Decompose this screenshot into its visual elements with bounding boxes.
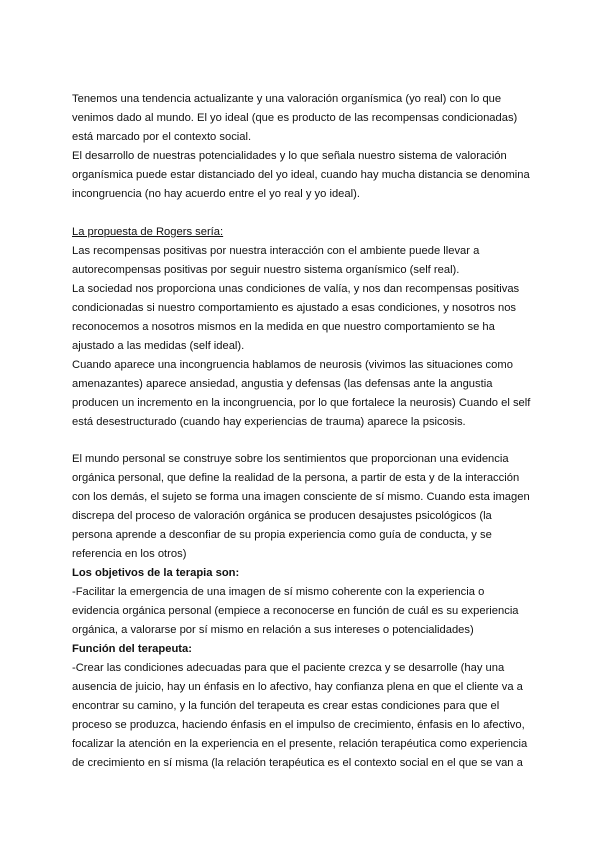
- paragraph-rogers-2: La sociedad nos proporciona unas condiciones de valía, y nos dan recompensas positivas condicionadas si nuestro comportamiento es ajustado a esas condiciones, y nosotros nos reconocemos a nosotros mismos en la medida en que nuestro comportamiento se ha ajustado a las medidas (self ideal).: [72, 282, 520, 352]
- paragraph-gap: [72, 204, 532, 223]
- paragraph-intro-1: Tenemos una tendencia actualizante y una valoración organísmica (yo real) con lo que venimos dado al mundo. El yo ideal (que es producto de las recompensas condicionadas) está marcado por el contexto social.: [72, 93, 518, 143]
- funcion-heading: Función del terapeuta:: [72, 643, 192, 655]
- paragraph-objetivos: -Facilitar la emergencia de una imagen de sí mismo coherente con la experiencia o evidencia orgánica personal (empiece a reconocerse en función de cuál es su experiencia orgánica, a valorarse por sí mismo en relación a sus intereses o potencialidades): [72, 586, 519, 636]
- rogers-heading: La propuesta de Rogers sería:: [72, 225, 224, 238]
- paragraph-mundo: El mundo personal se construye sobre los sentimientos que proporcionan una evidencia orgánica personal, que define la realidad de la persona, a partir de esta y de la interacción con los demás, el sujeto se forma una imagen consciente de sí mismo. Cuando esta imagen discrepa del proceso de valoración orgánica se producen desajustes psicológicos (la persona aprende a desconfiar de su propia experiencia como guía de conducta, y se referencia en los otros): [72, 453, 530, 560]
- paragraph-rogers-1: Las recompensas positivas por nuestra interacción con el ambiente puede llevar a autorecompensas positivas por seguir nuestro sistema organísmico (self real).: [72, 244, 480, 276]
- paragraph-intro-2: El desarrollo de nuestras potencialidades y lo que señala nuestro sistema de valoración organísmica puede estar distanciado del yo ideal, cuando hay mucha distancia se denomina incongruencia (no hay acuerdo entre el yo real y yo ideal).: [72, 150, 530, 200]
- paragraph-funcion: -Crear las condiciones adecuadas para que el paciente crezca y se desarrolle (hay una ausencia de juicio, hay un énfasis en lo afectivo, hay confianza plena en que el cliente va a encontrar su camino, y la función del terapeuta es crear estas condiciones para que el proceso se produzca, haciendo énfasis en el impulso de crecimiento, énfasis en lo afectivo, focalizar la atención en la experiencia en el presente, relación terapéutica como experiencia de crecimiento en sí misma (la relación terapéutica es el contexto social en el que se van a: [72, 662, 528, 769]
- objetivos-heading: Los objetivos de la terapia son:: [72, 567, 240, 579]
- paragraph-rogers-3: Cuando aparece una incongruencia hablamos de neurosis (vivimos las situaciones como amenazantes) aparece ansiedad, angustia y defensas (las defensas ante la angustia producen un incremento en la incongruencia, por lo que fortalece la neurosis) Cuando el self está desestructurado (cuando hay experiencias de trauma) aparece la psicosis.: [72, 358, 531, 428]
- document-body: [72, 90, 532, 773]
- paragraph-gap: [72, 432, 532, 451]
